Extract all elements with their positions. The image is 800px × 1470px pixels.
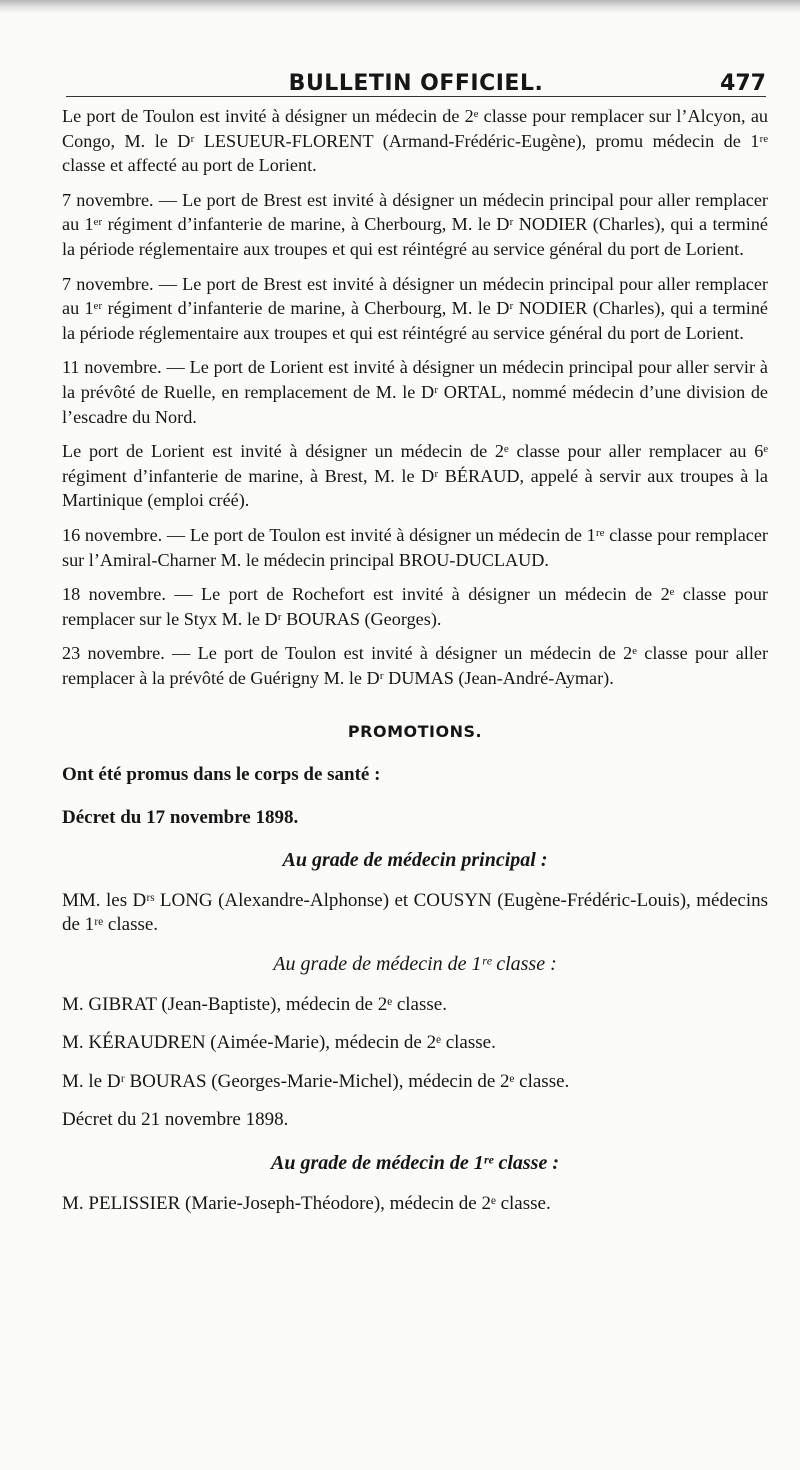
- paragraph: 18 novembre. — Le port de Rochefort est invité à désigner un médecin de 2ᵉ classe pour remplacer sur le Styx M. le Dʳ BOURAS (Georges).: [62, 584, 768, 629]
- paragraph: Le port de Lorient est invité à désigner un médecin de 2ᵉ classe pour aller remplacer au 6ᵉ régiment d’infanterie de marine, à Brest, M. le Dʳ BÉRAUD, appelé à servir aux troupes à la Martinique (emploi créé).: [62, 441, 768, 511]
- page-body: [62, 104, 768, 1230]
- grade-heading: Au grade de médecin de 1ʳᵉ classe :: [273, 953, 557, 976]
- promotions-heading: PROMOTIONS.: [347, 722, 483, 742]
- promotions-intro: Ont été promus dans le corps de santé :: [62, 764, 381, 786]
- header-rule: [66, 96, 766, 97]
- paragraph: 7 novembre. — Le port de Brest est invité à désigner un médecin principal pour aller remplacer au 1ᵉʳ régiment d’infanterie de marine, à Cherbourg, M. le Dʳ NODIER (Charles), qui a terminé la période réglementaire aux troupes et qui est réintégré au service général du port de Lorient.: [62, 189, 768, 259]
- paragraph: 16 novembre. — Le port de Toulon est invité à désigner un médecin de 1ʳᵉ classe pour remplacer sur l’Amiral-Charner M. le médecin principal BROU-DUCLAUD.: [62, 524, 768, 570]
- promotion-entry: M. GIBRAT (Jean-Baptiste), médecin de 2ᵉ classe.: [62, 993, 447, 1015]
- paragraph: 7 novembre. — Le port de Brest est invité à désigner un médecin principal pour aller remplacer au 1ᵉʳ régiment d’infanterie de marine, à Cherbourg, M. le Dʳ NODIER (Charles), qui a terminé la période réglementaire aux troupes et qui est réintégré au service général du port de Lorient.: [62, 273, 768, 343]
- grade-heading: Au grade de médecin de 1ʳᵉ classe :: [270, 1152, 560, 1174]
- page-header: [66, 62, 766, 96]
- paragraph: 11 novembre. — Le port de Lorient est invité à désigner un médecin principal pour aller servir à la prévôté de Ruelle, en remplacement de M. le Dʳ ORTAL, nommé médecin d’une division de l’escadre du Nord.: [62, 357, 768, 427]
- decree-date: Décret du 17 novembre 1898.: [62, 806, 299, 828]
- promotion-entry: M. le Dʳ BOURAS (Georges-Marie-Michel), médecin de 2ᵉ classe.: [62, 1070, 570, 1092]
- decree-date: Décret du 21 novembre 1898.: [62, 1109, 289, 1131]
- paragraph: 23 novembre. — Le port de Toulon est invité à désigner un médecin de 2ᵉ classe pour aller remplacer à la prévôté de Guérigny M. le Dʳ DUMAS (Jean-André-Aymar).: [62, 643, 768, 688]
- promotion-entry: MM. les Dʳˢ LONG (Alexandre-Alphonse) et COUSYN (Eugène-Frédéric-Louis), médecins de 1ʳᵉ classe.: [62, 889, 768, 936]
- scan-edge-noise: [0, 0, 800, 14]
- promotion-entry: M. PELISSIER (Marie-Joseph-Théodore), médecin de 2ᵉ classe.: [62, 1192, 551, 1214]
- promotion-entry: M. KÉRAUDREN (Aimée-Marie), médecin de 2ᵉ classe.: [62, 1032, 496, 1054]
- grade-heading: Au grade de médecin principal :: [282, 849, 548, 872]
- paragraph: Le port de Toulon est invité à désigner un médecin de 2ᵉ classe pour remplacer sur l’Alcyon, au Congo, M. le Dʳ LESUEUR-FLORENT (Armand-Frédéric-Eugène), promu médecin de 1ʳᵉ classe et affecté au port de Lorient.: [62, 106, 768, 176]
- running-title: BULLETIN OFFICIEL.: [288, 71, 544, 96]
- page-number: 477: [720, 71, 766, 96]
